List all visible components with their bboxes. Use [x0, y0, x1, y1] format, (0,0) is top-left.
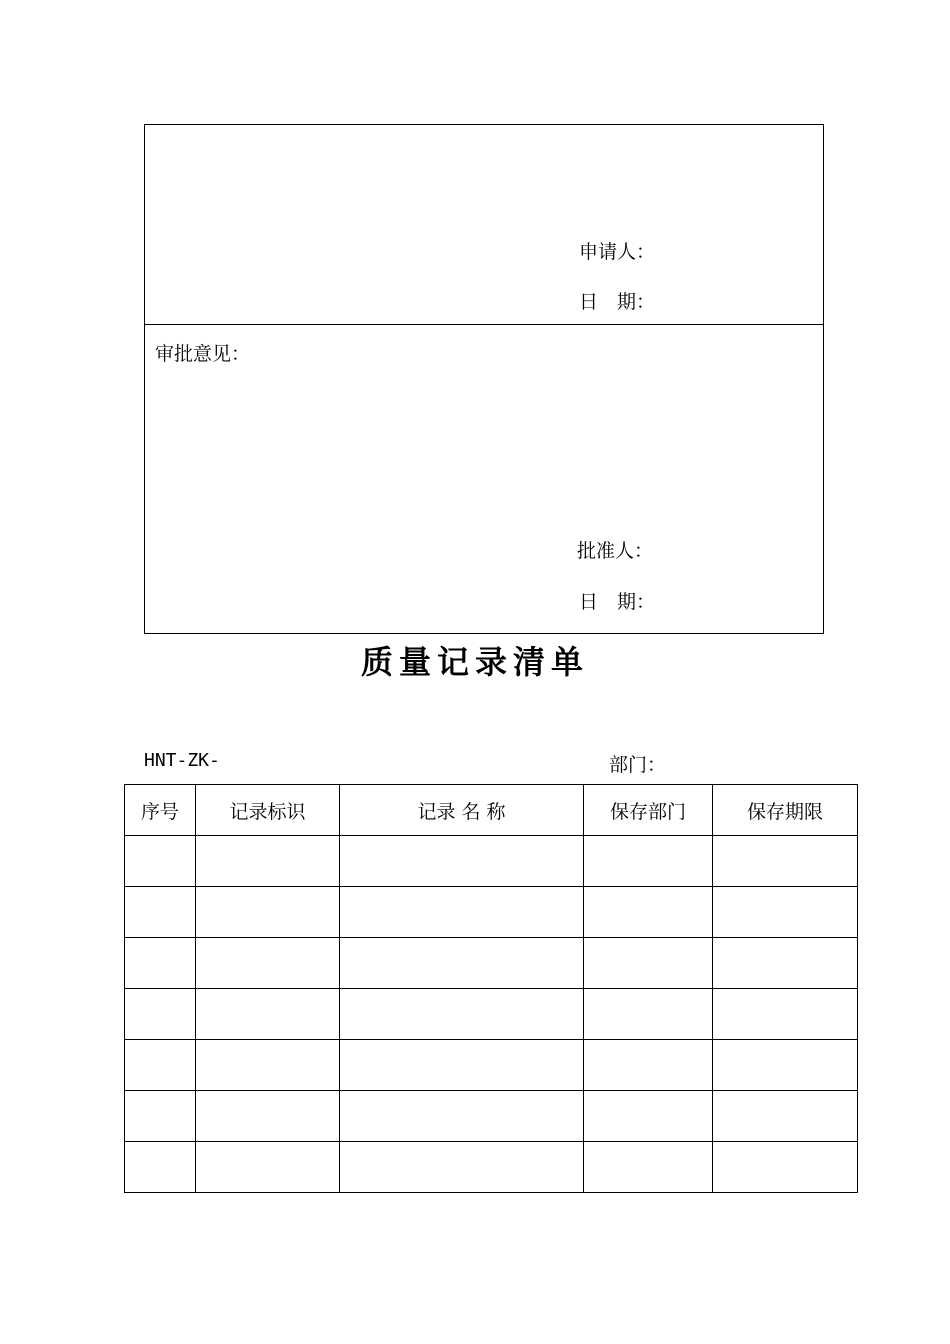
- application-box: [144, 124, 824, 325]
- approval-date-label: 日 期：: [579, 591, 656, 613]
- table-row: [125, 1040, 858, 1091]
- table-cell[interactable]: [125, 1040, 196, 1091]
- table-cell[interactable]: [125, 836, 196, 887]
- table-cell[interactable]: [713, 1091, 858, 1142]
- table-cell[interactable]: [196, 836, 340, 887]
- table-cell[interactable]: [196, 989, 340, 1040]
- table-cell[interactable]: [340, 938, 584, 989]
- doc-code: HNT-ZK-: [144, 750, 220, 771]
- col-header-seq: 序号: [125, 785, 196, 836]
- table-cell[interactable]: [340, 1142, 584, 1193]
- table-cell[interactable]: [125, 938, 196, 989]
- approval-opinion-label: 审批意见：: [155, 343, 251, 365]
- table-row: [125, 887, 858, 938]
- table-cell[interactable]: [713, 836, 858, 887]
- table-cell[interactable]: [125, 1142, 196, 1193]
- table-cell[interactable]: [196, 938, 340, 989]
- records-table: [124, 784, 858, 1193]
- table-cell[interactable]: [584, 989, 713, 1040]
- table-cell[interactable]: [340, 1091, 584, 1142]
- table-cell[interactable]: [196, 1040, 340, 1091]
- table-cell[interactable]: [584, 1091, 713, 1142]
- table-cell[interactable]: [584, 938, 713, 989]
- page-title: 质量记录清单: [360, 643, 589, 681]
- table-cell[interactable]: [584, 836, 713, 887]
- table-cell[interactable]: [713, 1040, 858, 1091]
- table-cell[interactable]: [713, 989, 858, 1040]
- table-row: [125, 1142, 858, 1193]
- table-row: [125, 1091, 858, 1142]
- records-table-body: [125, 836, 858, 1193]
- table-row: [125, 989, 858, 1040]
- table-cell[interactable]: [340, 1040, 584, 1091]
- department-label: 部门：: [609, 754, 667, 776]
- table-row: [125, 836, 858, 887]
- table-cell[interactable]: [196, 1142, 340, 1193]
- approval-box: [144, 324, 824, 634]
- col-header-record-name: 记录 名 称: [340, 785, 584, 836]
- applicant-label: 申请人：: [579, 241, 656, 263]
- table-cell[interactable]: [125, 1091, 196, 1142]
- table-cell[interactable]: [125, 989, 196, 1040]
- approver-label: 批准人：: [577, 540, 654, 562]
- col-header-keeping-dept: 保存部门: [584, 785, 713, 836]
- table-cell[interactable]: [713, 887, 858, 938]
- table-cell[interactable]: [196, 887, 340, 938]
- table-row: [125, 938, 858, 989]
- table-cell[interactable]: [584, 1040, 713, 1091]
- table-cell[interactable]: [584, 1142, 713, 1193]
- col-header-retention-period: 保存期限: [713, 785, 858, 836]
- table-cell[interactable]: [125, 887, 196, 938]
- application-date-label: 日 期：: [579, 291, 656, 313]
- table-cell[interactable]: [340, 887, 584, 938]
- table-cell[interactable]: [340, 836, 584, 887]
- table-cell[interactable]: [196, 1091, 340, 1142]
- table-header-row: [125, 785, 858, 836]
- table-cell[interactable]: [584, 887, 713, 938]
- table-cell[interactable]: [340, 989, 584, 1040]
- col-header-record-id: 记录标识: [196, 785, 340, 836]
- table-cell[interactable]: [713, 1142, 858, 1193]
- table-cell[interactable]: [713, 938, 858, 989]
